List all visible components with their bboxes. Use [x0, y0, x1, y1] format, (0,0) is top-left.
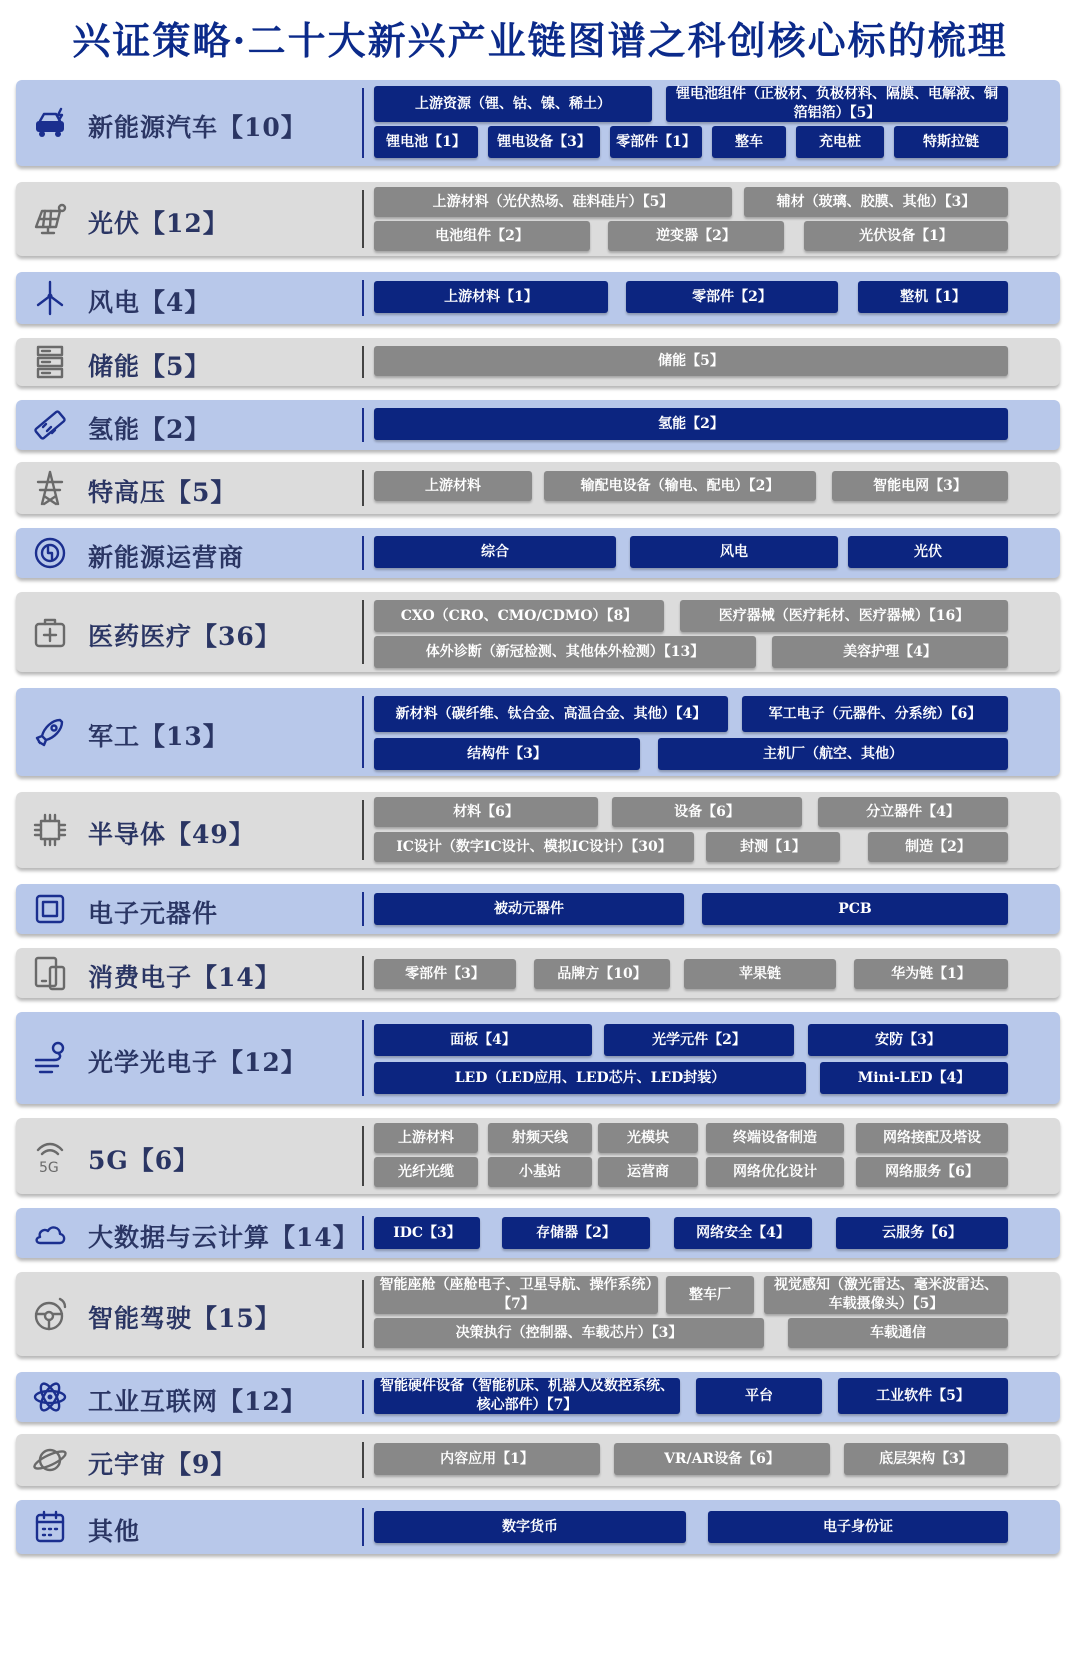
segment-cell: 决策执行（控制器、车载芯片）【3】: [374, 1318, 764, 1348]
industry-label: 半导体【49】: [88, 820, 255, 849]
segment-cell: 上游资源（锂、钴、镍、稀土）: [374, 86, 652, 122]
row-divider: [362, 1442, 364, 1478]
segment-cell: 内容应用【1】: [374, 1443, 600, 1475]
segment-cell: 光模块: [598, 1123, 698, 1153]
segment-cell: 氢能【2】: [374, 408, 1008, 440]
steering-wheel-icon: [30, 1294, 70, 1334]
segment-cell: 网络安全【4】: [674, 1217, 812, 1249]
industry-row: [16, 182, 1060, 256]
segment-cell: 新材料（碳纤维、钛合金、高温合金、其他）【4】: [374, 696, 728, 732]
segment-cell: 美容护理【4】: [772, 636, 1008, 668]
industry-label: 消费电子【14】: [88, 963, 281, 992]
row-divider: [362, 190, 364, 248]
industry-row: [16, 1208, 1060, 1258]
segment-cell: 网络接配及塔设: [856, 1123, 1008, 1153]
segment-cell: 上游材料【1】: [374, 281, 608, 313]
segment-cell: 工业软件【5】: [838, 1378, 1008, 1414]
row-divider: [362, 1280, 364, 1348]
wind-turbine-icon: [30, 278, 70, 318]
segment-cell: CXO（CRO、CMO/CDMO）【8】: [374, 600, 664, 632]
segment-cell: 整机【1】: [858, 281, 1008, 313]
industry-label: 智能驾驶【15】: [88, 1304, 281, 1333]
car-icon: [30, 103, 70, 143]
row-divider: [362, 1020, 364, 1096]
segment-cell: 智能电网【3】: [832, 471, 1008, 501]
industry-label: 元宇宙【9】: [88, 1450, 237, 1479]
hydrogen-cell-icon: [30, 405, 70, 445]
industry-label: 光伏【12】: [88, 209, 229, 238]
segment-cell: 整车: [712, 126, 786, 158]
segment-cell: 苹果链: [684, 959, 836, 989]
segment-cell: IC设计（数字IC设计、模拟IC设计）【30】: [374, 832, 694, 862]
devices-icon: [30, 953, 70, 993]
segment-cell: 输配电设备（输电、配电）【2】: [544, 471, 816, 501]
industry-label: 其他: [88, 1517, 141, 1546]
industry-row: [16, 338, 1060, 386]
segment-cell: 智能硬件设备（智能机床、机器人及数控系统、核心部件）【7】: [374, 1378, 680, 1414]
row-divider: [362, 470, 364, 506]
segment-cell: 小基站: [488, 1157, 592, 1187]
segment-cell: 云服务【6】: [836, 1217, 1008, 1249]
segment-cell: 面板【4】: [374, 1024, 592, 1056]
industry-row: [16, 1434, 1060, 1486]
row-divider: [362, 800, 364, 860]
segment-cell: 运营商: [598, 1157, 698, 1187]
segment-cell: 光纤光缆: [374, 1157, 478, 1187]
row-divider: [362, 1380, 364, 1414]
industry-row: [16, 592, 1060, 672]
segment-cell: 光学元件【2】: [604, 1024, 794, 1056]
row-divider: [362, 1126, 364, 1186]
row-divider: [362, 280, 364, 316]
row-divider: [362, 956, 364, 990]
segment-cell: 风电: [630, 536, 838, 568]
optics-icon: [30, 1038, 70, 1078]
industry-label: 特高压【5】: [88, 478, 237, 507]
atom-network-icon: [30, 1377, 70, 1417]
industry-label: 大数据与云计算【14】: [88, 1223, 359, 1252]
chip-icon: [30, 810, 70, 850]
segment-cell: LED（LED应用、LED芯片、LED封装）: [374, 1062, 806, 1094]
industry-label: 新能源汽车【10】: [88, 113, 307, 142]
segment-cell: 综合: [374, 536, 616, 568]
cloud-icon: [30, 1213, 70, 1253]
segment-cell: 光伏: [848, 536, 1008, 568]
segment-cell: 材料【6】: [374, 797, 598, 827]
segment-cell: 锂电池【1】: [374, 126, 478, 158]
industry-label: 电子元器件: [88, 899, 219, 928]
industry-row: [16, 1372, 1060, 1422]
industry-row: [16, 948, 1060, 998]
segment-cell: 终端设备制造: [706, 1123, 844, 1153]
segment-cell: 车载通信: [788, 1318, 1008, 1348]
segment-cell: 上游材料: [374, 471, 532, 501]
segment-cell: 军工电子（元器件、分系统）【6】: [742, 696, 1008, 732]
5g-signal-icon: [30, 1136, 70, 1176]
segment-cell: 整车厂: [666, 1276, 754, 1314]
industry-label: 风电【4】: [88, 288, 211, 317]
segment-cell: 制造【2】: [868, 832, 1008, 862]
segment-cell: 视觉感知（激光雷达、毫米波雷达、车载摄像头）【5】: [764, 1276, 1008, 1314]
row-divider: [362, 88, 364, 158]
segment-cell: 锂电设备【3】: [488, 126, 600, 158]
industry-row: [16, 462, 1060, 514]
segment-cell: 设备【6】: [612, 797, 802, 827]
segment-cell: 网络服务【6】: [856, 1157, 1008, 1187]
energy-operator-icon: [30, 533, 70, 573]
server-rack-icon: [30, 342, 70, 382]
segment-cell: 上游材料（光伏热场、硅料硅片）【5】: [374, 187, 732, 217]
segment-cell: VR/AR设备【6】: [614, 1443, 830, 1475]
row-divider: [362, 536, 364, 570]
industry-label: 工业互联网【12】: [88, 1387, 307, 1416]
segment-cell: 平台: [696, 1378, 822, 1414]
industry-row: [16, 884, 1060, 934]
industry-row: [16, 688, 1060, 776]
segment-cell: 主机厂（航空、其他）: [658, 738, 1008, 770]
component-icon: [30, 889, 70, 929]
segment-cell: 体外诊断（新冠检测、其他体外检测）【13】: [374, 636, 756, 668]
segment-cell: 封测【1】: [706, 832, 840, 862]
row-divider: [362, 600, 364, 664]
industry-label: 军工【13】: [88, 722, 229, 751]
segment-cell: 华为链【1】: [854, 959, 1008, 989]
segment-cell: 储能【5】: [374, 346, 1008, 376]
industry-row: [16, 1012, 1060, 1104]
segment-cell: 逆变器【2】: [608, 221, 784, 251]
industry-label: 氢能【2】: [88, 415, 211, 444]
industry-row: [16, 1118, 1060, 1194]
row-divider: [362, 1216, 364, 1250]
industry-row: [16, 792, 1060, 868]
segment-cell: 电池组件【2】: [374, 221, 590, 251]
segment-cell: 安防【3】: [808, 1024, 1008, 1056]
medical-kit-icon: [30, 612, 70, 652]
segment-cell: 辅材（玻璃、胶膜、其他）【3】: [744, 187, 1008, 217]
planet-icon: [30, 1440, 70, 1480]
industry-row: [16, 272, 1060, 324]
segment-cell: 智能座舱（座舱电子、卫星导航、操作系统）【7】: [374, 1276, 658, 1314]
segment-cell: 底层架构【3】: [844, 1443, 1008, 1475]
segment-cell: 存储器【2】: [502, 1217, 650, 1249]
segment-cell: 零部件【3】: [374, 959, 516, 989]
segment-cell: 充电桩: [796, 126, 884, 158]
power-tower-icon: [30, 468, 70, 508]
segment-cell: 医疗器械（医疗耗材、医疗器械）【16】: [680, 600, 1008, 632]
segment-cell: 品牌方【10】: [534, 959, 670, 989]
row-divider: [362, 696, 364, 768]
segment-cell: 分立器件【4】: [818, 797, 1008, 827]
segment-cell: 被动元器件: [374, 893, 684, 925]
industry-label: 医药医疗【36】: [88, 622, 281, 651]
segment-cell: 零部件【2】: [626, 281, 838, 313]
industry-row: [16, 1500, 1060, 1554]
industry-label: 5G【6】: [88, 1146, 200, 1175]
segment-cell: 上游材料: [374, 1123, 478, 1153]
industry-label: 储能【5】: [88, 352, 211, 381]
segment-cell: 结构件【3】: [374, 738, 640, 770]
calendar-icon: [30, 1507, 70, 1547]
segment-cell: Mini-LED【4】: [820, 1062, 1008, 1094]
segment-cell: 零部件【1】: [610, 126, 702, 158]
industry-row: [16, 1272, 1060, 1356]
solar-panel-icon: [30, 199, 70, 239]
industry-label: 光学光电子【12】: [88, 1048, 307, 1077]
segment-cell: PCB: [702, 893, 1008, 925]
segment-cell: 锂电池组件（正极材、负极材料、隔膜、电解液、铜箔铝箔）【5】: [666, 86, 1008, 122]
rocket-icon: [30, 712, 70, 752]
segment-cell: 光伏设备【1】: [804, 221, 1008, 251]
row-divider: [362, 408, 364, 442]
industry-row: [16, 80, 1060, 166]
segment-cell: 网络优化设计: [706, 1157, 844, 1187]
row-divider: [362, 1508, 364, 1546]
segment-cell: 特斯拉链: [894, 126, 1008, 158]
row-divider: [362, 346, 364, 378]
svg-text:5G: 5G: [39, 1160, 59, 1176]
row-divider: [362, 892, 364, 926]
industry-row: [16, 528, 1060, 578]
segment-cell: 数字货币: [374, 1511, 686, 1543]
industry-row: [16, 400, 1060, 450]
page-title: 兴证策略·二十大新兴产业链图谱之科创核心标的梳理: [72, 18, 1008, 63]
segment-cell: 射频天线: [488, 1123, 592, 1153]
segment-cell: 电子身份证: [708, 1511, 1008, 1543]
segment-cell: IDC【3】: [374, 1217, 480, 1249]
industry-label: 新能源运营商: [88, 543, 245, 572]
